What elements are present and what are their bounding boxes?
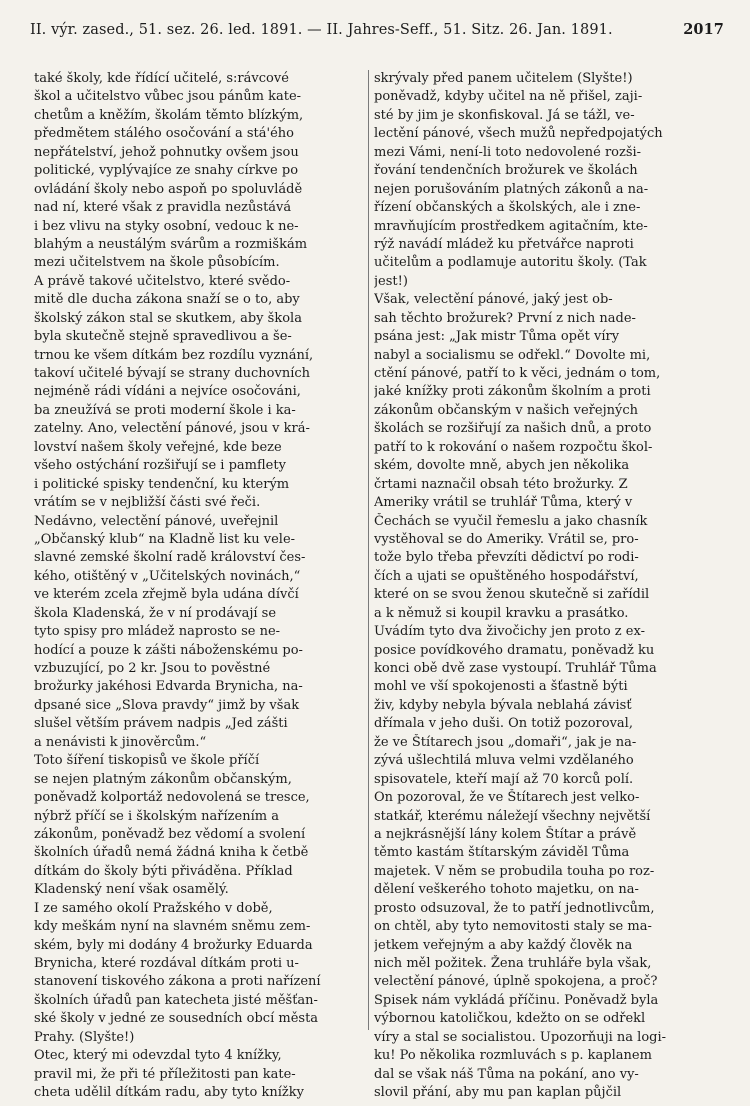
- text-line: I ze samého okolí Pražského v době,: [34, 900, 273, 916]
- text-line: blahým a neustálým svárům a rozmiškám: [34, 236, 308, 252]
- text-line: slavné zemské školní radě království čes-: [34, 550, 306, 566]
- text-line: majetek. V něm se probudila touha po roz-: [374, 863, 655, 879]
- text-line: dřímala v jeho duši. On totiž pozoroval,: [374, 716, 633, 732]
- text-line: politické, vyplývajíce ze snahy církve po: [34, 163, 299, 179]
- text-line: všeho ostýchání rozšiřují se i pamflety: [34, 458, 286, 474]
- text-line: mravňujícím prostředkem agitačním, kte-: [374, 218, 648, 234]
- text-line: ba zneužívá se proti moderní škole i ka-: [34, 402, 296, 418]
- text-line: ské školy v jedné ze sousedních obcí města: [34, 1011, 319, 1027]
- text-line: Však, velectění pánové, jaký jest ob-: [374, 292, 613, 308]
- text-line: ském, dovolte mně, abych jen několika: [374, 458, 630, 474]
- text-line: dpsané sice „Slova pravdy“ jimž by však: [34, 697, 300, 713]
- text-line: jaké knížky proti zákonům školním a proti: [374, 384, 651, 400]
- text-line: Otec, který mi odevzdal tyto 4 knížky,: [34, 1048, 282, 1064]
- text-line: nabyl a socialismu se odřekl.“ Dovolte mi,: [374, 347, 651, 363]
- text-line: slovil přání, aby mu pan kaplan půjčil: [374, 1085, 622, 1101]
- text-line: nich měl požitek. Žena truhláře byla však,: [374, 956, 652, 971]
- text-line: dítkám do školy býti přiváděna. Příklad: [34, 863, 293, 879]
- text-line: cheta udělil dítkám radu, aby tyto knížky: [34, 1085, 304, 1101]
- text-line: sah těchto brožurek? První z nich nade-: [374, 310, 636, 326]
- text-line: předmětem stálého osočování a stá'ého: [34, 126, 294, 142]
- running-head: II. výr. zased., 51. sez. 26. led. 1891. — II. Jahres-Seff., 51. Sitz. 26. Jan. 1891.: [30, 22, 613, 38]
- text-line: také školy, kde řídící učitelé, s:rávcové: [34, 71, 289, 86]
- text-line: Nedávno, velectění pánové, uveřejnil: [34, 513, 279, 529]
- text-line: učitelům a podlamuje autoritu školy. (Tak: [374, 255, 647, 271]
- text-line: Spisek nám vykládá příčinu. Poněvadž byla: [374, 992, 659, 1008]
- text-line: ském, byly mi dodány 4 brožurky Eduarda: [34, 937, 313, 953]
- text-line: skrývaly před panem učitelem (Slyšte!): [374, 71, 633, 86]
- text-line: dělení veškerého tohoto majetku, on na-: [374, 882, 639, 898]
- text-line: slušel větším právem nadpis „Jed zášti: [34, 716, 288, 732]
- column-divider: [368, 70, 369, 1030]
- text-line: statkář, kterému náležejí všechny největší: [374, 808, 651, 824]
- text-line: Toto šíření tiskopisů ve škole příčí: [34, 753, 260, 769]
- text-line: se nejen platným zákonům občanským,: [34, 771, 292, 787]
- text-line: škol a učitelstvo vůbec jsou pánům kate-: [34, 89, 302, 105]
- text-line: školský zákon stal se skutkem, aby škola: [34, 310, 302, 326]
- text-line: nejen porušováním platných zákonů a na-: [374, 181, 649, 197]
- text-line: řízení občanských a školských, ale i zne-: [374, 200, 641, 216]
- text-line: ve kterém zcela zřejmě byla udána dívčí: [34, 587, 299, 603]
- text-line: Čechách se vyučil řemeslu a jako chasník: [374, 513, 648, 529]
- text-line: brožurky jakéhosi Edvarda Brynicha, na-: [34, 679, 303, 695]
- text-line: zývá ušlechtilá mluva velmi vzdělaného: [374, 753, 634, 769]
- text-line: a nenávisti k jinověrcům.“: [34, 734, 207, 750]
- text-line: A právě takové učitelstvo, které svědo-: [34, 273, 291, 289]
- text-line: vzbuzující, po 2 kr. Jsou to pověstné: [34, 661, 271, 676]
- text-line: těmto kastám štítarským záviděl Tůma: [374, 845, 630, 861]
- text-line: škola Kladenská, že v ní prodávají se: [34, 605, 277, 621]
- text-line: i bez vlivu na styky osobní, vedouc k ne-: [34, 218, 299, 234]
- text-line: konci obě dvě zase vystoupí. Truhlář Tůma: [374, 661, 657, 676]
- text-line: mohl ve vší spokojenosti a šťastně býti: [374, 679, 628, 695]
- text-line: On pozoroval, že ve Štítarech jest velko-: [374, 790, 640, 806]
- text-line: zákonům, poněvadž bez vědomí a svolení: [34, 826, 306, 842]
- text-line: črtami naznačil obsah této brožurky. Z: [374, 476, 628, 492]
- text-line: rýž navádí mládež ku přetvářce naproti: [374, 236, 634, 252]
- text-line: školních úřadů nemá žádná kniha k četbě: [34, 845, 309, 861]
- text-line: pravil mi, že při té příležitosti pan kate-: [34, 1066, 296, 1082]
- page-number: 2017: [683, 21, 724, 38]
- text-line: Brynicha, které rozdával dítkám proti u-: [34, 956, 299, 971]
- text-line: a k němuž si koupil kravku a prasátko.: [374, 605, 629, 621]
- text-line: posice povídkového dramatu, poněvadž ku: [374, 642, 655, 658]
- text-line: dal se však náš Tůma na pokání, ano vy-: [374, 1066, 639, 1082]
- text-line: nýbrž příčí se i školským nařízením a: [34, 808, 279, 824]
- text-line: velectění pánové, úplně spokojena, a proč?: [374, 974, 658, 990]
- text-line: mitě dle ducha zákona snaží se o to, aby: [34, 292, 300, 308]
- text-line: Kladenský není však osamělý.: [34, 882, 229, 898]
- text-line: vystěhoval se do Ameriky. Vrátil se, pro-: [374, 531, 639, 547]
- text-line: zatelny. Ano, velectění pánové, jsou v krá-: [34, 421, 310, 437]
- text-line: sté by jim je skonfiskoval. Já se tážl, ve-: [374, 107, 635, 123]
- text-line: prosto odsuzoval, že to patří jednotlivcům,: [374, 900, 655, 916]
- text-line: jetkem veřejným a aby každý člověk na: [374, 937, 633, 953]
- text-line: živ, kdyby nebyla bývala neblahá závisť: [374, 697, 632, 713]
- text-line: víry a stal se socialistou. Upozorňuji na logi-: [374, 1029, 667, 1045]
- text-line: poněvadž kolportáž nedovolená se tresce,: [34, 790, 310, 806]
- text-line: Uvádím tyto dva živočichy jen proto z ex-: [374, 624, 645, 640]
- text-line: patří to k rokování o našem rozpočtu škol-: [374, 439, 653, 455]
- text-line: kdy meškám nyní na slavném sněmu zem-: [34, 919, 311, 935]
- text-line: poněvadž, kdyby učitel na ně přišel, zaji-: [374, 89, 643, 105]
- text-line: ku! Po několika rozmluvách s p. kaplanem: [374, 1048, 652, 1064]
- text-line: Prahy. (Slyšte!): [34, 1029, 135, 1045]
- text-line: byla skutečně stejně spravedlivou a še-: [34, 329, 292, 345]
- text-line: tože bylo třeba převzíti dědictví po rodi-: [374, 550, 639, 566]
- left-column: [34, 70, 364, 1103]
- text-line: psána jest: „Jak mistr Tůma opět víry: [374, 329, 620, 345]
- text-line: které on se svou ženou skutečně si zařídil: [374, 587, 650, 603]
- text-line: „Občanský klub“ na Kladně list ku vele-: [34, 531, 296, 547]
- text-line: trnou ke všem dítkám bez rozdílu vyznání,: [34, 347, 314, 363]
- text-line: výbornou katoličkou, kdežto on se odřekl: [374, 1011, 646, 1027]
- text-line: a nejkrásnější lány kolem Štítar a právě: [374, 826, 637, 842]
- text-line: mezi učitelstvem na škole působícím.: [34, 255, 280, 271]
- text-line: vrátím se v nejbližší části své řeči.: [34, 495, 261, 511]
- text-line: mezi Vámi, není-li toto nedovolené rozši-: [374, 144, 642, 160]
- text-line: tyto spisy pro mládež naprosto se ne-: [34, 624, 281, 640]
- text-line: zákonům občanským v našich veřejných: [374, 402, 638, 418]
- text-line: on chtěl, aby tyto nemovitosti staly se ma-: [374, 919, 652, 935]
- text-line: školních úřadů pan katecheta jisté měšťan-: [34, 992, 318, 1008]
- text-line: nad ní, které však z pravidla nezůstává: [34, 200, 292, 216]
- text-line: lovství našem školy veřejné, kde beze: [34, 439, 282, 455]
- text-line: že ve Štítarech jsou „domaři“, jak je na-: [374, 734, 637, 750]
- text-line: kého, otištěný v „Učitelských novinách,“: [34, 568, 301, 584]
- text-line: nepřátelství, jehož pohnutky ovšem jsou: [34, 144, 299, 160]
- text-line: nejméně rádi vídáni a nejvíce osočováni,: [34, 384, 301, 400]
- text-line: ctění pánové, patří to k věci, jednám o tom,: [374, 366, 661, 381]
- right-column: [374, 70, 720, 1103]
- text-line: spisovatele, kteří mají až 70 korců polí.: [374, 771, 634, 787]
- text-line: ovládání školy nebo aspoň po spoluvládě: [34, 181, 303, 197]
- text-line: stanovení tiskového zákona a proti nařízení: [34, 974, 321, 990]
- text-line: čích a ujati se opuštěného hospodářství,: [374, 568, 639, 584]
- text-line: i politické spisky tendenční, ku kterým: [34, 476, 290, 492]
- text-line: lectění pánové, všech mužů nepředpojatých: [374, 126, 663, 142]
- text-line: Ameriky vrátil se truhlář Tůma, který v: [374, 495, 633, 511]
- text-line: chetům a kněžím, školám těmto blízkým,: [34, 107, 304, 123]
- text-line: takoví učitelé bývají se strany duchovních: [34, 366, 311, 381]
- text-line: řování tendenčních brožurek ve školách: [374, 163, 638, 179]
- text-line: školách se rozšiřují za našich dnů, a proto: [374, 421, 652, 437]
- text-line: jest!): [374, 273, 408, 289]
- page-header: [30, 20, 730, 40]
- text-line: hodící a pouze k zášti náboženskému po-: [34, 642, 303, 658]
